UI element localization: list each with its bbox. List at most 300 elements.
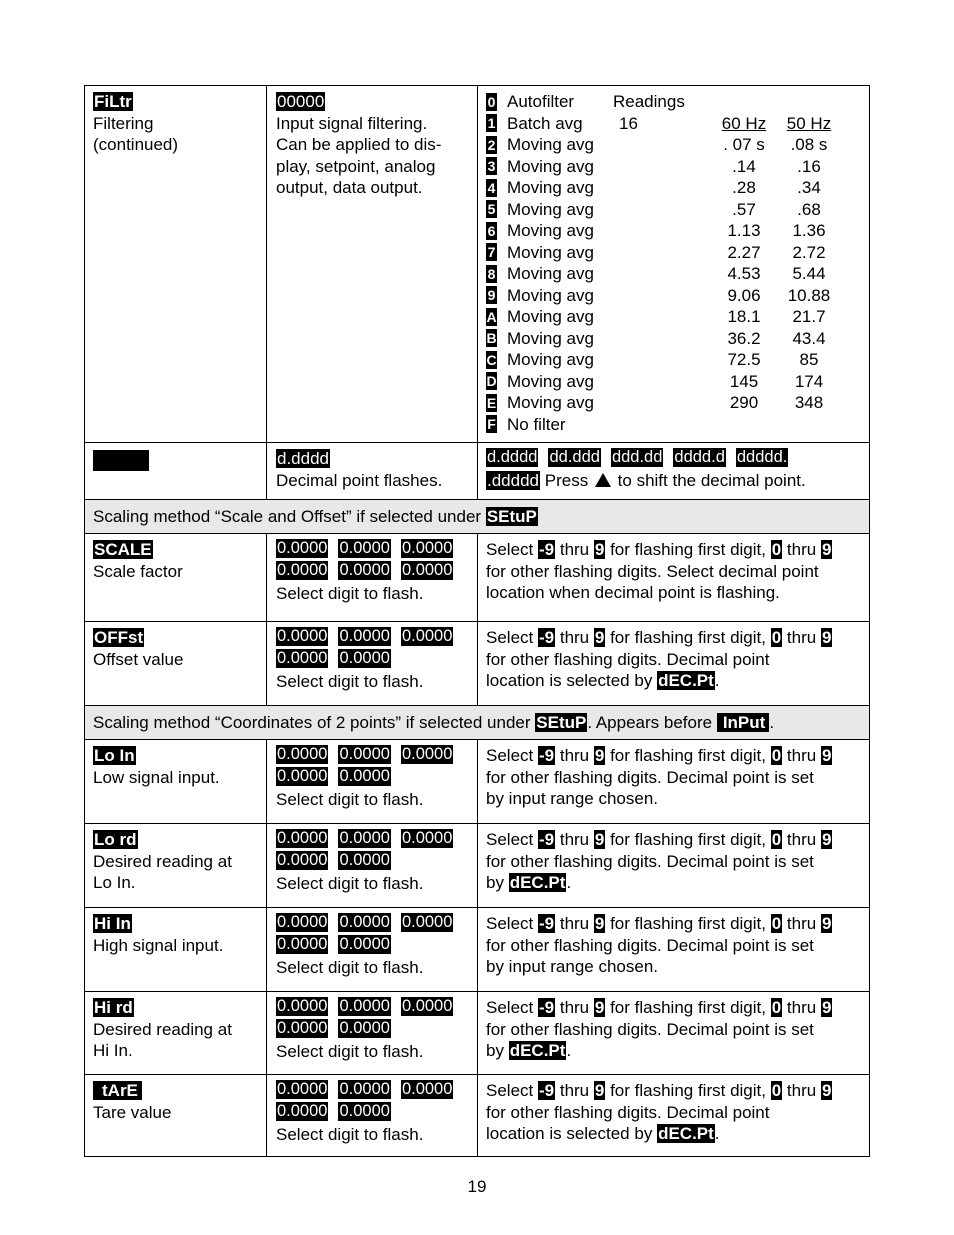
decimal-option: d.dddd (487, 448, 538, 466)
desc-line (486, 788, 861, 810)
select-digit-text: Select digit to flash. (276, 790, 424, 809)
input-code: InPut (717, 713, 770, 732)
offset-desc-cell (478, 622, 869, 705)
thru-word: thru (559, 746, 590, 765)
filter-option-row (486, 113, 861, 135)
value-option: 0.0000 (401, 745, 453, 763)
value-line (276, 767, 469, 786)
zero-code: 0 (771, 628, 782, 647)
offset-param-cell (85, 622, 267, 705)
value-option: 0.0000 (277, 851, 328, 869)
select-digit-text: Select digit to flash. (276, 874, 424, 893)
value-option: 0.0000 (339, 851, 390, 869)
filter-code-chip: 4 (487, 179, 496, 196)
filter-code-chip: A (486, 308, 497, 325)
filter-60hz: .57 (732, 199, 756, 219)
value-line (276, 935, 469, 954)
select-line (486, 1080, 861, 1102)
press-tail: to shift the decimal point. (617, 471, 806, 490)
value-line (276, 913, 469, 932)
up-arrow-icon (595, 473, 611, 487)
filter-option-label: Moving avg (507, 264, 594, 283)
desc-tail: location is selected by (486, 1124, 653, 1143)
value-option: 0.0000 (339, 539, 390, 557)
decimal-option: ddddd. (736, 448, 788, 466)
filter-option-row (486, 328, 861, 350)
value-option: 0.0000 (277, 539, 328, 557)
zero-code: 0 (771, 998, 782, 1017)
hi-rd-row (85, 991, 869, 1074)
filter-code: FiLtr (94, 92, 132, 111)
thru-word: thru (786, 1081, 817, 1100)
scale-desc: Scale factor (93, 561, 183, 581)
filter-option-row (486, 371, 861, 393)
filter-option-label: Moving avg (507, 371, 594, 391)
filter-code-chip: 7 (487, 244, 496, 261)
value-option: 0.0000 (339, 745, 390, 763)
hi-in-param-cell (85, 908, 267, 991)
thru-word: thru (786, 628, 817, 647)
select-digit-text: Select digit to flash. (276, 1042, 424, 1061)
thru-word: thru (559, 914, 590, 933)
filter-option-label: Moving avg (507, 285, 594, 305)
dec-pt-code: dEC.Pt (509, 1041, 566, 1060)
select-digit-text: Select digit to flash. (276, 672, 424, 691)
neg9-code: -9 (538, 628, 555, 647)
filter-code-chip: 8 (487, 265, 496, 282)
value-option: 0.0000 (339, 1019, 390, 1037)
desc-line (486, 872, 861, 894)
offset-row (85, 621, 869, 705)
desc-tail: by input range chosen. (486, 789, 659, 808)
select-word: Select (486, 998, 534, 1017)
select-line (486, 913, 861, 935)
value-line (276, 829, 469, 848)
value-line (276, 649, 469, 668)
tare-param-cell (85, 1075, 267, 1156)
filter-60hz: .28 (732, 178, 756, 197)
filter-option-row (486, 199, 861, 221)
hi-rd-param-cell (85, 992, 267, 1074)
select-digit-text: Select digit to flash. (276, 958, 424, 977)
filter-60hz: 72.5 (727, 350, 761, 369)
desc-line: for other flashing digits. Decimal point (486, 1102, 770, 1122)
lo-in-code: Lo In (94, 746, 135, 765)
filter-60hz: . 07 s (723, 135, 765, 154)
nine-code: 9 (821, 628, 832, 647)
filter-option-label: Moving avg (507, 307, 594, 326)
nine-code: 9 (594, 830, 605, 849)
value-option: 0.0000 (277, 935, 328, 953)
filter-50hz: 21.7 (792, 307, 826, 326)
value-line (276, 627, 469, 646)
desc-line (486, 582, 861, 604)
decimal-option: dddd.d (674, 448, 725, 466)
value-option: 0.0000 (277, 1080, 328, 1098)
value-line (276, 561, 469, 580)
filter-50hz: 5.44 (792, 264, 826, 283)
hi-rd-desc: Desired reading at (93, 1019, 232, 1039)
filter-60hz: 60 Hz (721, 113, 767, 133)
value-line (276, 1102, 469, 1121)
page-number: 19 (467, 1177, 487, 1196)
period: . (714, 671, 720, 690)
decimal-setting-cell (267, 443, 478, 499)
decimal-row (85, 442, 869, 499)
value-option: 0.0000 (401, 997, 453, 1015)
lo-in-desc: Low signal input. (93, 767, 220, 787)
value-option: 0.0000 (401, 627, 453, 645)
filter-60hz: 290 (729, 393, 759, 412)
scale-code: SCALE (94, 540, 152, 559)
nine-code: 9 (821, 998, 832, 1017)
scale-desc-cell (478, 534, 869, 621)
dec-pt-code: dEC.Pt (658, 1124, 714, 1143)
filter-code-chip: 0 (487, 93, 496, 110)
filter-readings: Readings (613, 92, 685, 111)
nine-code: 9 (594, 746, 605, 765)
offset-desc: Offset value (93, 649, 184, 669)
value-option: 0.0000 (401, 829, 453, 847)
nine-code: 9 (594, 540, 605, 559)
filter-option-row (486, 91, 861, 113)
filter-50hz: 50 Hz (786, 113, 832, 133)
first-digit-text: for flashing first digit, (610, 830, 766, 849)
filter-option-label: Moving avg (507, 328, 594, 348)
filter-option-label: No filter (507, 414, 566, 434)
settings-table (84, 85, 870, 1157)
filter-50hz: 43.4 (792, 328, 826, 348)
filter-option-label: Moving avg (507, 350, 594, 369)
desc-tail: location is selected by (486, 671, 653, 690)
filter-code-chip: 1 (487, 115, 496, 132)
zero-code: 0 (771, 830, 782, 849)
first-digit-text: for flashing first digit, (610, 914, 766, 933)
lo-rd-code: Lo rd (94, 830, 137, 849)
filter-50hz: .34 (797, 178, 821, 197)
filter-option-label: Moving avg (507, 135, 594, 154)
desc-line: for other flashing digits. Decimal point is set (486, 935, 814, 955)
value-option: 0.0000 (339, 829, 390, 847)
lo-rd-desc: Desired reading at (93, 851, 232, 871)
filter-code-chip: 6 (487, 222, 496, 239)
tare-values-cell (267, 1075, 478, 1156)
desc-tail: by input range chosen. (486, 957, 659, 976)
value-option: 0.0000 (277, 997, 328, 1015)
filter-60hz: 9.06 (727, 285, 761, 305)
filter-60hz: 18.1 (727, 307, 761, 326)
select-word: Select (486, 1081, 534, 1100)
hi-in-values-cell (267, 908, 478, 991)
hi-in-desc-cell (478, 908, 869, 991)
filter-option-row (486, 220, 861, 242)
desc-line (486, 670, 861, 692)
select-line (486, 539, 861, 561)
section-end: . (769, 713, 775, 732)
filter-60hz: 145 (729, 371, 759, 391)
zero-code: 0 (771, 1081, 782, 1100)
scale-row (85, 533, 869, 621)
period: . (566, 873, 572, 892)
dec-pt-code: dEC.Pt (509, 873, 566, 892)
desc-line: for other flashing digits. Decimal point (486, 649, 770, 669)
hi-rd-code: Hi rd (94, 998, 133, 1017)
filter-option-label: Moving avg (507, 242, 594, 262)
select-digit-text: Select digit to flash. (276, 1125, 424, 1144)
desc-tail: location when decimal point is flashing. (486, 583, 780, 602)
filter-option-row (486, 392, 861, 414)
tare-code: tArE (93, 1081, 142, 1100)
zero-code: 0 (771, 914, 782, 933)
value-option: 0.0000 (339, 1102, 390, 1120)
desc-line (486, 1123, 861, 1145)
filter-param-cell (85, 86, 267, 442)
filter-option-row (486, 285, 861, 307)
tare-row (85, 1074, 869, 1156)
tare-desc-cell (478, 1075, 869, 1156)
filter-desc: Filtering (93, 113, 154, 133)
lo-rd-desc-cell (478, 824, 869, 907)
lo-rd-desc2: Lo In. (93, 873, 136, 892)
value-option: 0.0000 (401, 1080, 453, 1098)
filter-code-chip: 2 (487, 136, 496, 153)
filter-50hz: .16 (797, 156, 821, 176)
value-option: 0.0000 (277, 913, 328, 931)
zero-code: 0 (771, 540, 782, 559)
filter-setting-line: Can be applied to dis- (276, 135, 442, 154)
value-option: 0.0000 (277, 829, 328, 847)
nine-code: 9 (594, 914, 605, 933)
filter-60hz: 36.2 (727, 328, 761, 348)
decimal-default: d.dddd (277, 449, 329, 468)
filter-option-label: Moving avg (507, 199, 594, 219)
decimal-setting: Decimal point flashes. (276, 470, 443, 490)
hi-in-code: Hi In (94, 914, 131, 933)
filter-50hz: .08 s (790, 135, 828, 154)
first-digit-text: for flashing first digit, (610, 1081, 766, 1100)
value-option: 0.0000 (277, 649, 328, 667)
filter-code-chip: C (486, 351, 497, 368)
value-option: 0.0000 (339, 627, 390, 645)
lo-rd-row (85, 823, 869, 907)
filter-option-label: Moving avg (507, 178, 594, 197)
section-scale-offset (85, 499, 869, 533)
neg9-code: -9 (538, 540, 555, 559)
filter-50hz: 1.36 (792, 221, 826, 240)
tare-desc: Tare value (93, 1102, 172, 1122)
setup-code: SEtuP (486, 507, 537, 526)
section-coordinates (85, 705, 869, 739)
filter-50hz: .68 (797, 199, 821, 219)
value-option: 0.0000 (339, 997, 390, 1015)
filter-option-row (486, 242, 861, 264)
filter-60hz: 2.27 (727, 242, 761, 262)
desc-line: for other flashing digits. Select decimal point (486, 561, 819, 581)
value-line (276, 1080, 469, 1099)
filter-code-chip: E (486, 394, 497, 411)
decimal-param-cell (85, 443, 267, 499)
value-option: 0.0000 (277, 1019, 328, 1037)
filter-readings: 16 (619, 113, 638, 133)
filter-code-chip: D (486, 373, 497, 390)
select-word: Select (486, 830, 534, 849)
value-option: 0.0000 (401, 539, 453, 557)
filter-60hz: 1.13 (727, 221, 761, 240)
desc-line: for other flashing digits. Decimal point is set (486, 1019, 814, 1039)
period: . (714, 1124, 720, 1143)
neg9-code: -9 (538, 914, 555, 933)
hi-rd-desc-cell (478, 992, 869, 1074)
thru-word: thru (786, 540, 817, 559)
dec-pt-code: dEC.Pt (658, 671, 714, 690)
filter-option-label: Moving avg (507, 156, 594, 176)
hi-in-desc: High signal input. (93, 935, 224, 955)
thru-word: thru (559, 540, 590, 559)
decimal-option: ddd.dd (611, 448, 663, 466)
desc-line (486, 956, 861, 978)
neg9-code: -9 (538, 830, 555, 849)
value-option: 0.0000 (339, 649, 390, 667)
value-line (276, 1019, 469, 1038)
desc-line (486, 1040, 861, 1062)
neg9-code: -9 (538, 746, 555, 765)
value-option: 0.0000 (277, 627, 328, 645)
first-digit-text: for flashing first digit, (610, 540, 766, 559)
value-option: 0.0000 (339, 935, 390, 953)
lo-in-row (85, 739, 869, 823)
value-option: 0.0000 (277, 1102, 328, 1120)
value-line (276, 997, 469, 1016)
select-word: Select (486, 914, 534, 933)
filter-option-row (486, 156, 861, 178)
first-digit-text: for flashing first digit, (610, 998, 766, 1017)
select-line (486, 745, 861, 767)
value-option: 0.0000 (277, 561, 328, 579)
decimal-code-blank (93, 450, 149, 471)
nine-code: 9 (821, 746, 832, 765)
decimal-options-cell (478, 443, 869, 499)
lo-rd-values-cell (267, 824, 478, 907)
filter-option-row (486, 263, 861, 285)
lo-rd-param-cell (85, 824, 267, 907)
scale-values-cell (267, 534, 478, 621)
filter-code-chip: 9 (487, 287, 496, 304)
filter-option-label: Batch avg (507, 113, 583, 133)
filter-setting-line: play, setpoint, analog (276, 156, 436, 176)
value-option: 0.0000 (339, 913, 390, 931)
section-mid: . Appears before (587, 713, 713, 732)
decimal-option: dd.ddd (549, 448, 600, 466)
value-option: 0.0000 (339, 767, 390, 785)
filter-60hz: .14 (732, 156, 756, 176)
filter-option-row (486, 134, 861, 156)
nine-code: 9 (821, 540, 832, 559)
offset-values-cell (267, 622, 478, 705)
filter-option-label: Moving avg (507, 221, 594, 240)
filter-option-row (486, 177, 861, 199)
hi-rd-desc2: Hi In. (93, 1041, 133, 1060)
value-option: 0.0000 (401, 561, 453, 579)
thru-word: thru (559, 830, 590, 849)
thru-word: thru (559, 628, 590, 647)
section-text: Scaling method “Coordinates of 2 points” if selected under (93, 713, 531, 732)
value-line (276, 851, 469, 870)
filter-setting-line: Input signal filtering. (276, 113, 428, 133)
nine-code: 9 (821, 830, 832, 849)
desc-line: for other flashing digits. Decimal point is set (486, 851, 814, 871)
lo-in-values-cell (267, 740, 478, 823)
filter-50hz: 10.88 (787, 285, 831, 305)
filter-setting-line: output, data output. (276, 178, 423, 197)
filter-desc2: (continued) (93, 135, 179, 154)
offset-code: OFFst (94, 628, 144, 647)
filter-option-row (486, 414, 861, 436)
desc-tail: by (486, 1041, 504, 1060)
filter-setting-cell (267, 86, 478, 442)
neg9-code: -9 (538, 1081, 555, 1100)
filter-code-chip: B (486, 330, 497, 347)
filter-row (85, 86, 869, 442)
first-digit-text: for flashing first digit, (610, 746, 766, 765)
select-word: Select (486, 746, 534, 765)
filter-default: 00000 (277, 92, 325, 111)
select-line (486, 627, 861, 649)
hi-rd-values-cell (267, 992, 478, 1074)
first-digit-text: for flashing first digit, (610, 628, 766, 647)
filter-code-chip: 3 (487, 158, 496, 175)
thru-word: thru (786, 830, 817, 849)
setup-code: SEtuP (536, 713, 587, 732)
thru-word: thru (559, 1081, 590, 1100)
neg9-code: -9 (538, 998, 555, 1017)
decimal-option: .ddddd (487, 471, 539, 490)
lo-in-desc-cell (478, 740, 869, 823)
filter-options-cell (478, 86, 869, 442)
nine-code: 9 (821, 914, 832, 933)
value-line (276, 745, 469, 764)
thru-word: thru (559, 998, 590, 1017)
select-line (486, 997, 861, 1019)
thru-word: thru (786, 746, 817, 765)
filter-50hz: 174 (794, 371, 824, 391)
filter-50hz: 348 (794, 393, 824, 412)
lo-in-param-cell (85, 740, 267, 823)
zero-code: 0 (771, 746, 782, 765)
thru-word: thru (786, 998, 817, 1017)
nine-code: 9 (594, 628, 605, 647)
nine-code: 9 (821, 1081, 832, 1100)
section-text: Scaling method “Scale and Offset” if selected under (93, 507, 482, 526)
nine-code: 9 (594, 998, 605, 1017)
select-word: Select (486, 628, 534, 647)
filter-50hz: 2.72 (792, 242, 826, 262)
filter-option-label: Moving avg (507, 393, 594, 412)
nine-code: 9 (594, 1081, 605, 1100)
scale-param-cell (85, 534, 267, 621)
hi-in-row (85, 907, 869, 991)
filter-code-chip: F (487, 416, 496, 433)
select-line (486, 829, 861, 851)
period: . (566, 1041, 572, 1060)
value-option: 0.0000 (277, 745, 328, 763)
filter-code-chip: 5 (487, 201, 496, 218)
thru-word: thru (786, 914, 817, 933)
press-label: Press (544, 471, 589, 490)
desc-line: for other flashing digits. Decimal point is set (486, 767, 814, 787)
filter-60hz: 4.53 (727, 264, 761, 283)
filter-option-row (486, 349, 861, 371)
value-line (276, 539, 469, 558)
